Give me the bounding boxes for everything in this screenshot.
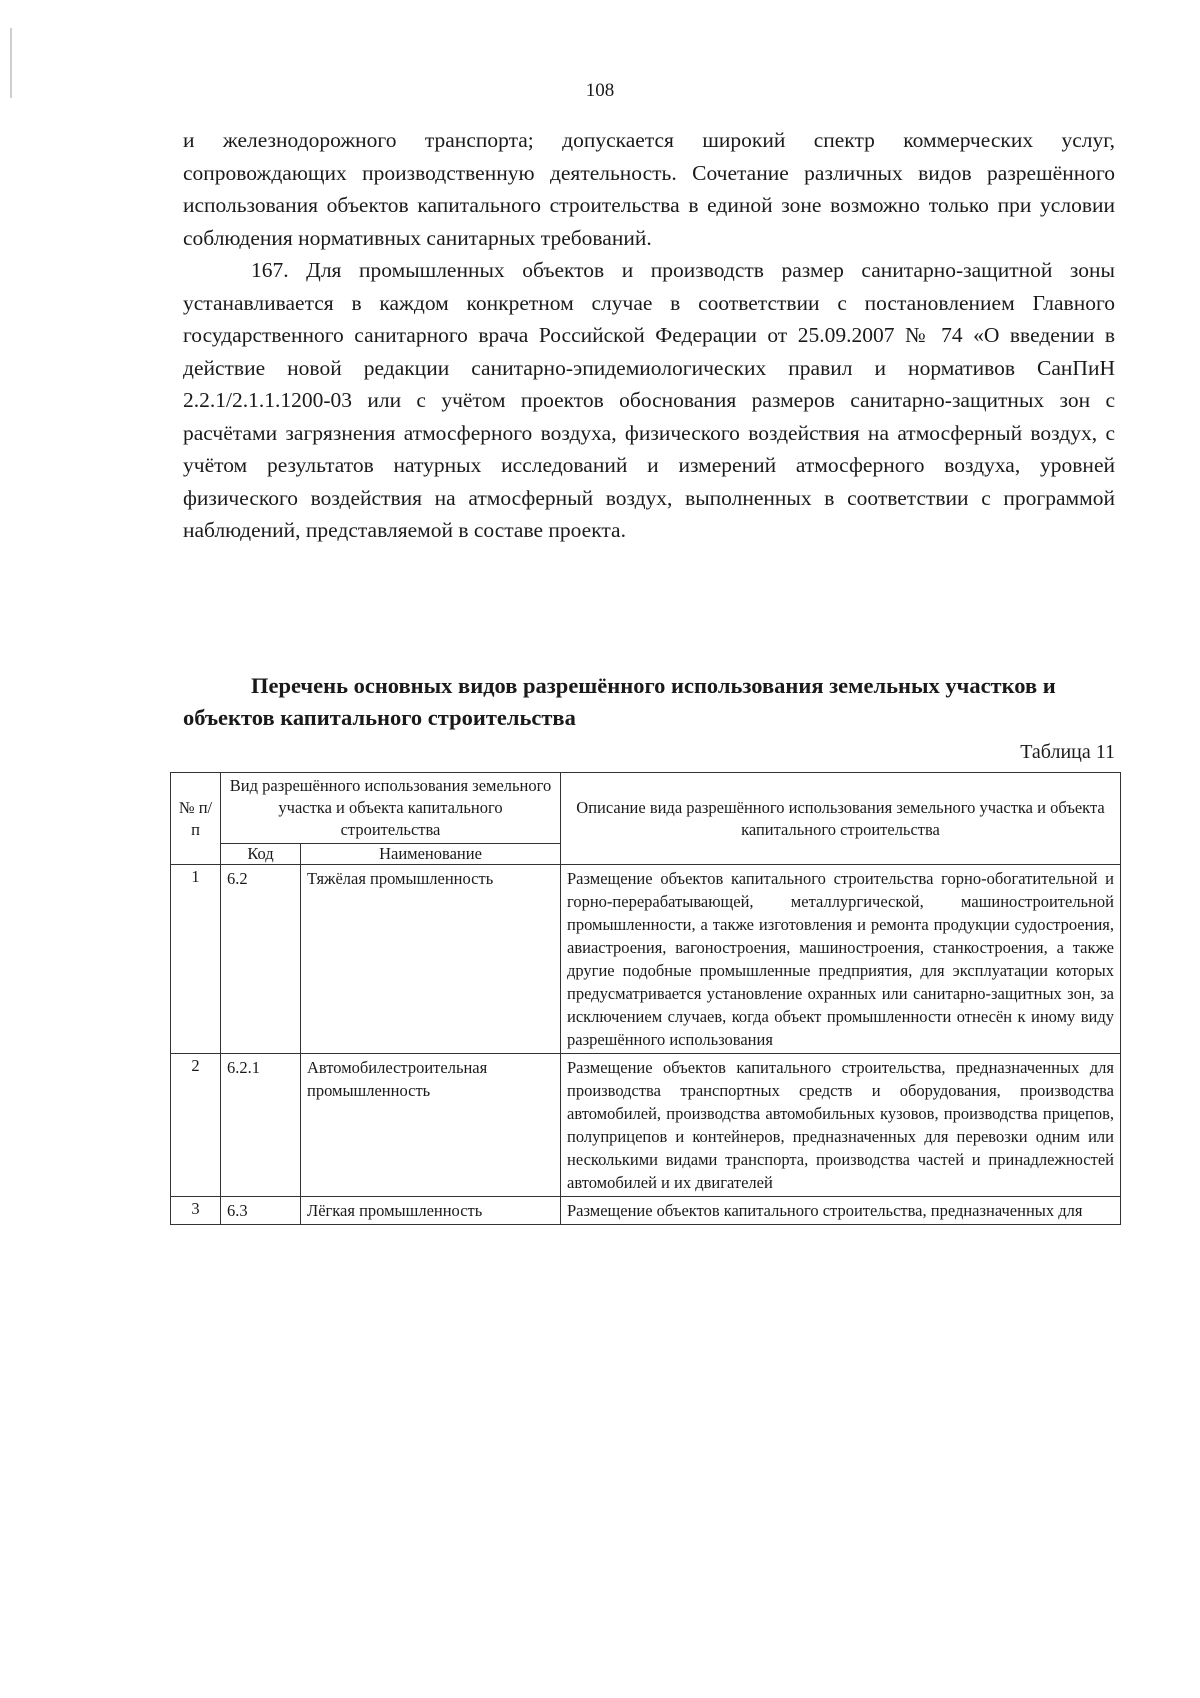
row-description: Размещение объектов капитального строительства горно-обогатительной и горно-перерабатывающей, металлургической, машиностроительной промышленности, а также изготовления и ремонта продукции судостроения, авиастроения, вагоностроения, машиностроения, станкостроения, а также другие подобные промышленные предприятия, для эксплуатации которых предусматривается установление охранных или санитарно-защитных зон, за исключением случаев, когда объект промышленности отнесён к иному виду разрешённого использования — [561, 865, 1121, 1054]
row-code: 6.2 — [221, 865, 301, 1054]
header-kind: Вид разрешённого использования земельного участка и объекта капитального строительства — [221, 773, 561, 844]
body-text — [183, 124, 1115, 547]
row-code: 6.2.1 — [221, 1054, 301, 1197]
table-row — [171, 865, 1121, 1054]
row-name: Тяжёлая промышленность — [301, 865, 561, 1054]
paragraph-2: 167. Для промышленных объектов и производств размер санитарно-защитной зоны устанавливается в каждом конкретном случае в соответствии с постановлением Главного государственного санитарного врача Российской Федерации от 25.09.2007 № 74 «О введении в действие новой редакции санитарно-эпидемиологических правил и нормативов СанПиН 2.2.1/2.1.1.1200-03 или с учётом проектов обоснования размеров санитарно-защитных зон с расчётами загрязнения атмосферного воздуха, физического воздействия на атмосферный воздух, с учётом результатов натурных исследований и измерений атмосферного воздуха, уровней физического воздействия на атмосферный воздух, выполненных в соответствии с программой наблюдений, представляемой в составе проекта. — [183, 258, 1115, 542]
row-name: Автомобилестроительная промышленность — [301, 1054, 561, 1197]
page-number: 108 — [585, 80, 615, 101]
table-row — [171, 1054, 1121, 1197]
row-name: Лёгкая промышленность — [301, 1197, 561, 1225]
row-code: 6.3 — [221, 1197, 301, 1225]
header-code: Код — [221, 844, 301, 865]
header-description: Описание вида разрешённого использования земельного участка и объекта капитального строительства — [561, 773, 1121, 865]
table-title: Перечень основных видов разрешённого использования земельных участков и объектов капитального строительства — [183, 673, 1056, 730]
table-label: Таблица 11 — [1020, 741, 1115, 763]
table-row — [171, 1197, 1121, 1225]
row-number: 2 — [171, 1054, 221, 1197]
row-number: 1 — [171, 865, 221, 1054]
header-number: № п/п — [171, 773, 221, 865]
row-description: Размещение объектов капитального строительства, предназначенных для — [561, 1197, 1121, 1225]
header-name: Наименование — [301, 844, 561, 865]
row-number: 3 — [171, 1197, 221, 1225]
paragraph-1: и железнодорожного транспорта; допускается широкий спектр коммерческих услуг, сопровождающих производственную деятельность. Сочетание различных видов разрешённого использования объектов капитального строительства в единой зоне возможно только при условии соблюдения нормативных санитарных требований. — [183, 128, 1115, 250]
land-use-table — [170, 772, 1121, 1225]
row-description: Размещение объектов капитального строительства, предназначенных для производства транспортных средств и оборудования, производства автомобилей, производства автомобильных кузовов, производства прицепов, полуприцепов и контейнеров, предназначенных для перевозки одним или несколькими видами транспорта, производства частей и принадлежностей автомобилей и их двигателей — [561, 1054, 1121, 1197]
